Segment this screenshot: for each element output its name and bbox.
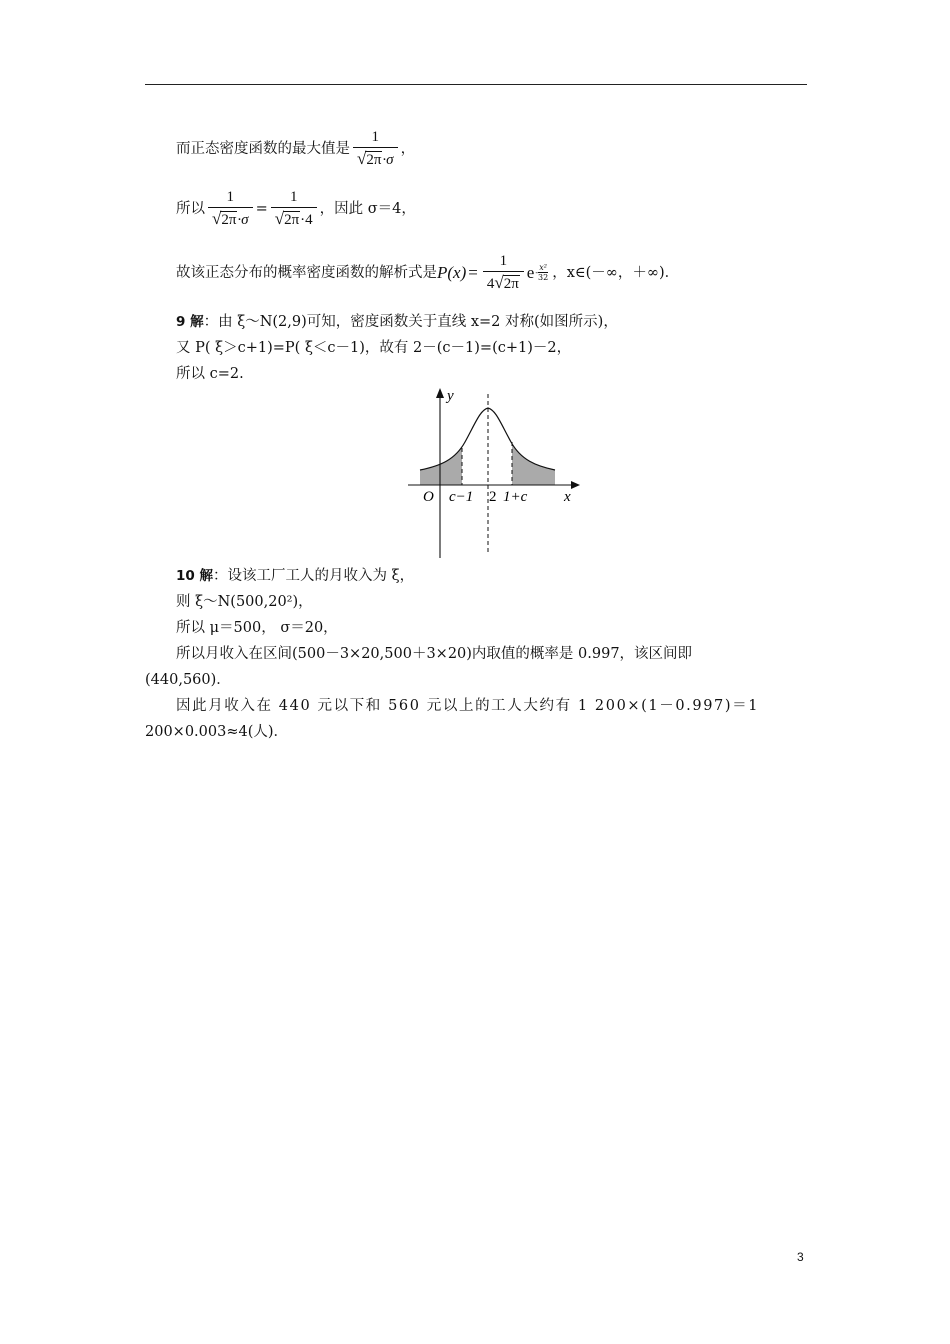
q10-line-5: (440,560)． [145, 672, 231, 688]
header-rule [145, 84, 807, 85]
q9-line-3: 所以 c=2. [176, 366, 244, 382]
q9-label: 9 解 [176, 314, 204, 330]
page-number: 3 [797, 1250, 804, 1264]
origin-label: O [423, 489, 434, 505]
q10-line-4: 所以月收入在区间(500－3×20,500＋3×20)内取值的概率是 0.997，该区间即 [176, 646, 693, 662]
max-value-text: 而正态密度函数的最大值是 [176, 140, 350, 157]
tick-1-plus-c: 1+c [503, 489, 528, 505]
max-value-line: 而正态密度函数的最大值是 1 √ 2π ·σ ， [176, 129, 416, 168]
y-label: y [447, 388, 454, 404]
y-axis-arrow [436, 388, 444, 398]
max-value-fraction: 1 √ 2π ·σ [353, 128, 398, 169]
q10-line-1: 10 解：设该工厂工人的月收入为 ξ， [176, 568, 415, 584]
tick-2: 2 [489, 489, 497, 505]
exponent: - x² 32 [535, 263, 549, 282]
q9-line-1: 9 解：由 ξ～N(2,9)可知，密度函数关于直线 x=2 对称(如图所示)， [176, 314, 618, 330]
normal-curve-figure [400, 380, 600, 560]
density-fraction: 1 4 √ 2π [483, 252, 524, 293]
x-label: x [564, 489, 571, 505]
q10-line-2: 则 ξ～N(500,20²)， [176, 594, 313, 610]
fraction-four: 1 √ 2π ·4 [271, 188, 317, 229]
q10-line-6: 因此月收入在 440 元以下和 560 元以上的工人大约有 1 200×(1－0.997)＝1 [176, 698, 760, 714]
left-tail-shading [420, 408, 488, 485]
tick-c-minus-1: c−1 [449, 489, 474, 505]
q10-line-7: 200×0.003≈4(人)． [145, 724, 289, 740]
q10-label: 10 解 [176, 568, 213, 584]
right-tail-shading [488, 408, 555, 485]
sigma-equation-line: 所以 1 √ 2π ·σ = 1 √ 2π ·4 ，因此 σ＝4， [176, 189, 416, 228]
q9-line-2: 又 P( ξ＞c+1)=P( ξ＜c－1)，故有 2－(c－1)=(c+1)－2， [176, 340, 572, 356]
fraction-sigma: 1 √ 2π ·σ [208, 188, 253, 229]
q10-line-3: 所以 μ＝500， σ＝20， [176, 620, 338, 636]
density-function-line: 故该正态分布的概率密度函数的解析式是 P(x) = 1 4 √ 2π e - x² 32 ，x∈(－∞，＋∞)． [176, 253, 680, 292]
x-axis-arrow [571, 481, 580, 489]
